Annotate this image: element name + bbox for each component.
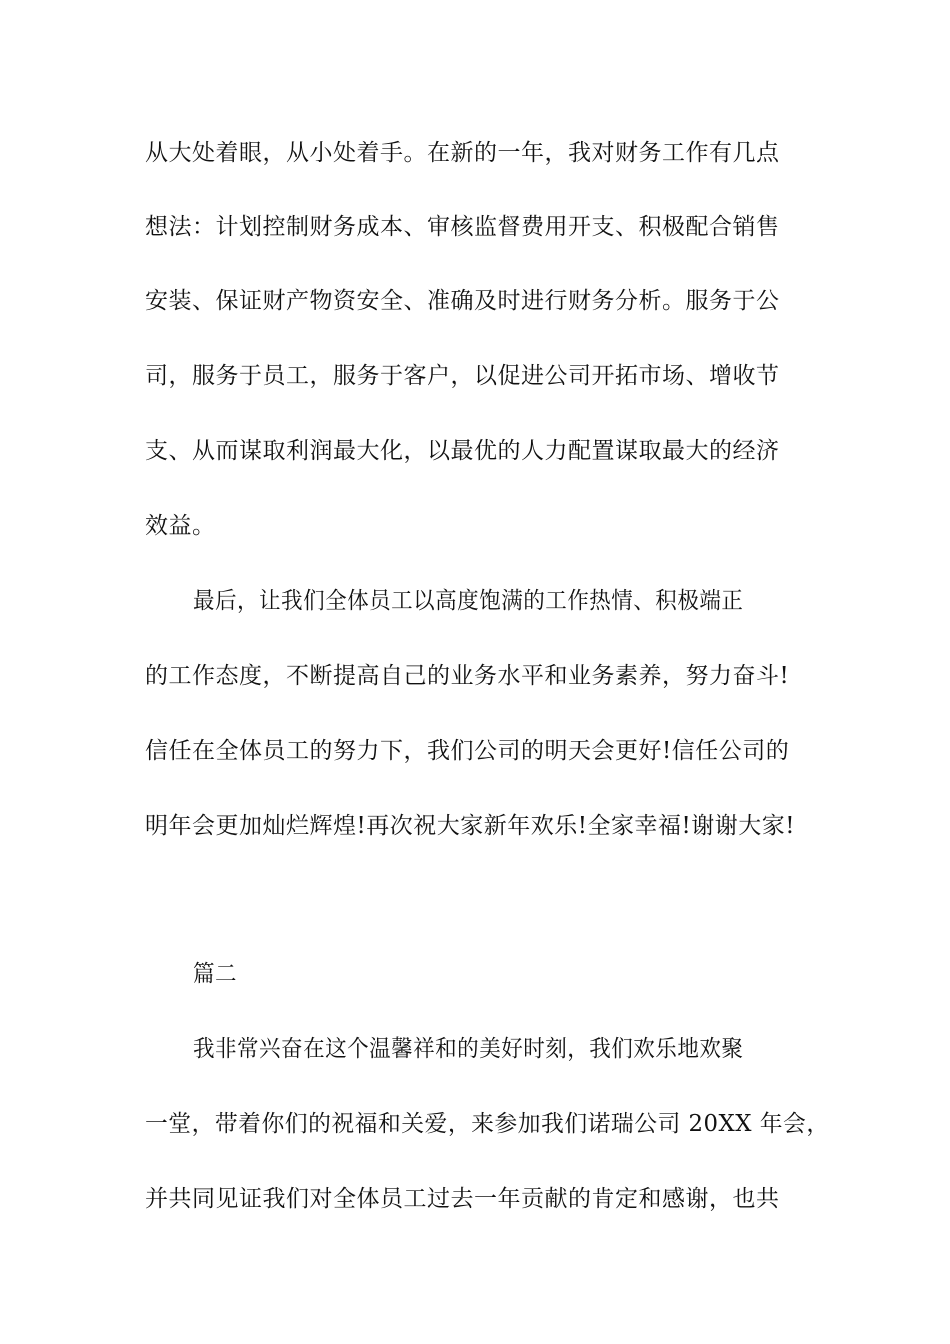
section-heading: 篇二 (193, 961, 238, 987)
paragraph-first-line: 我非常兴奋在这个温馨祥和的美好时刻，我们欢乐地欢聚 (193, 1036, 744, 1062)
text-line: 一堂，带着你们的祝福和关爱，来参加我们诺瑞公司 20XX 年会， (145, 1111, 830, 1137)
text-line: 并共同见证我们对全体员工过去一年贡献的肯定和感谢，也共 (145, 1186, 780, 1212)
text-line: 效益。 (145, 513, 216, 539)
text-line: 的工作态度，不断提高自己的业务水平和业务素养，努力奋斗! (145, 663, 790, 689)
text-line: 明年会更加灿烂辉煌!再次祝大家新年欢乐!全家幸福!谢谢大家! (145, 813, 795, 839)
text-line: 司，服务于员工，服务于客户，以促进公司开拓市场、增收节 (145, 363, 780, 389)
text-line: 支、从而谋取利润最大化，以最优的人力配置谋取最大的经济 (145, 438, 780, 464)
paragraph-first-line: 最后，让我们全体员工以高度饱满的工作热情、积极端正 (193, 588, 744, 614)
text-line: 安装、保证财产物资安全、准确及时进行财务分析。服务于公 (145, 288, 780, 314)
text-line: 从大处着眼，从小处着手。在新的一年，我对财务工作有几点 (145, 140, 780, 166)
text-line: 信任在全体员工的努力下，我们公司的明天会更好!信任公司的 (145, 738, 790, 764)
text-line: 想法：计划控制财务成本、审核监督费用开支、积极配合销售 (145, 214, 780, 240)
